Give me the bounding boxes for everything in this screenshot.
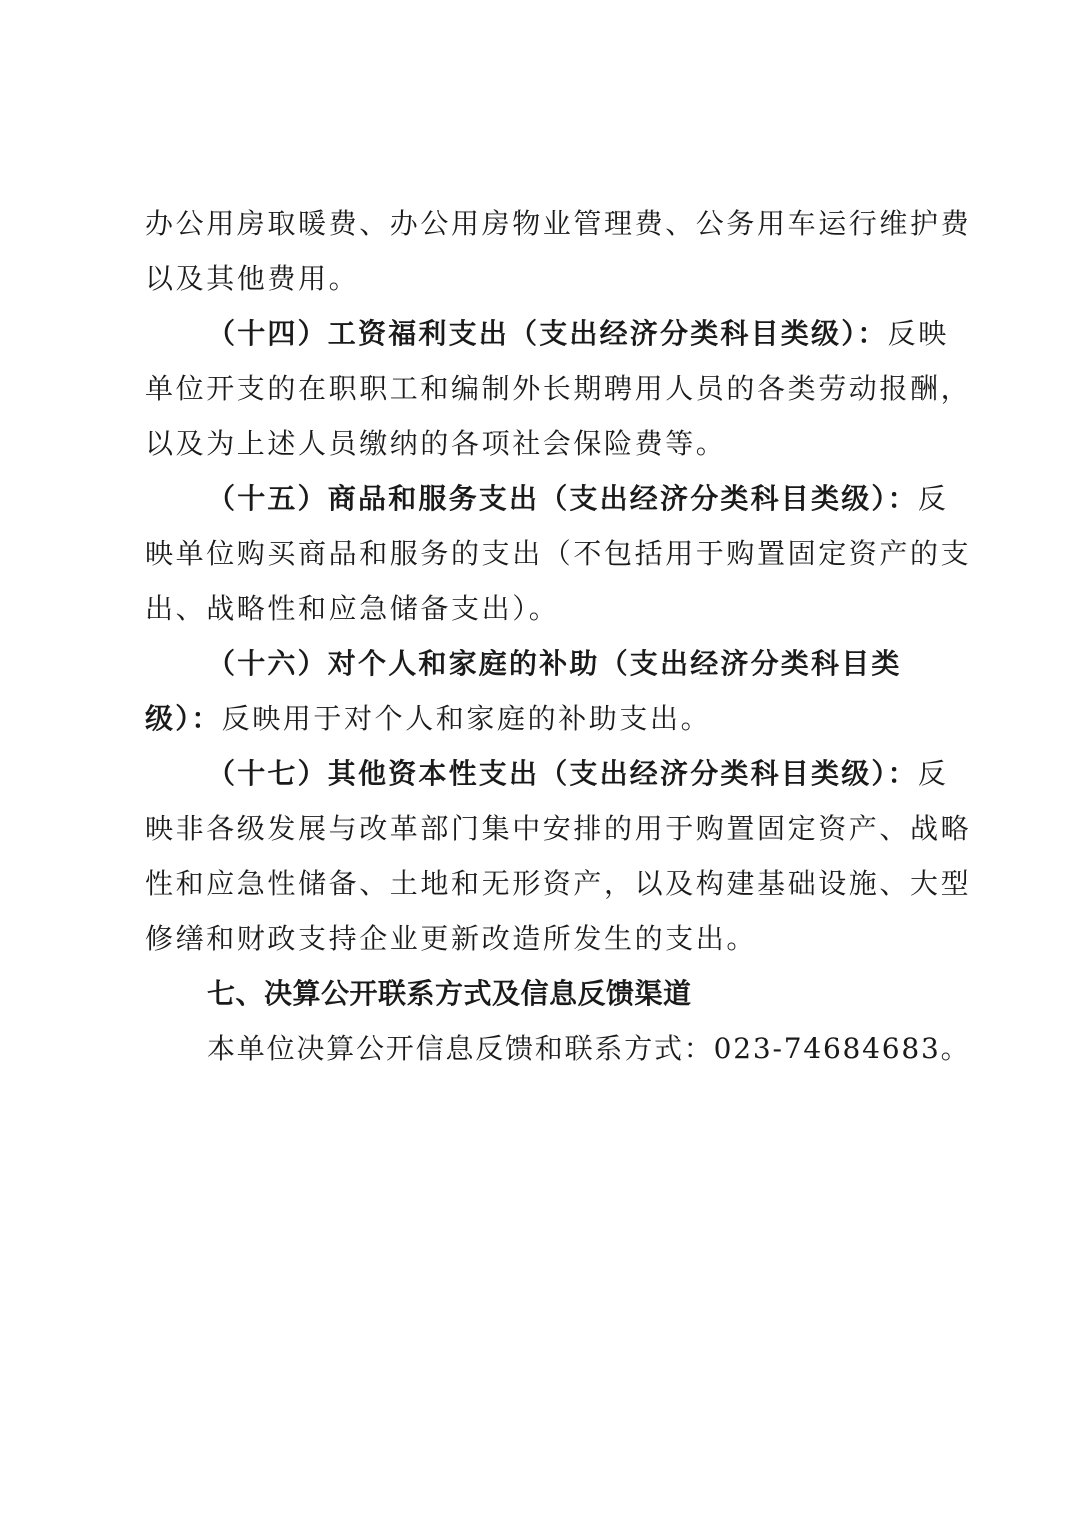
- paragraph-line: 以及为上述人员缴纳的各项社会保险费等。: [145, 427, 727, 460]
- section-heading: 七、决算公开联系方式及信息反馈渠道: [207, 977, 692, 1010]
- paragraph-line: 修缮和财政支持企业更新改造所发生的支出。: [145, 922, 758, 955]
- contact-label: 本单位决算公开信息反馈和联系方式：: [207, 1032, 714, 1065]
- contact-line: [145, 1021, 971, 1076]
- item-title-sixteen: （十六）对个人和家庭的补助（支出经济分类科目类: [207, 647, 902, 680]
- paragraph-line: 出、战略性和应急储备支出）。: [145, 592, 560, 625]
- paragraph-line: 以及其他费用。: [145, 262, 360, 295]
- paragraph-first-line: [145, 636, 925, 691]
- paragraph-text: 反: [917, 482, 949, 515]
- paragraph-line: 映非各级发展与改革部门集中安排的用于购置固定资产、战略: [145, 812, 972, 845]
- paragraph-first-line: [145, 471, 949, 526]
- paragraph-line: 办公用房取暖费、办公用房物业管理费、公务用车运行维护费: [145, 207, 972, 240]
- paragraph-line: 性和应急性储备、土地和无形资产，以及构建基础设施、大型: [145, 867, 972, 900]
- paragraph-line: 映单位购买商品和服务的支出（不包括用于购置固定资产的支: [145, 537, 972, 570]
- paragraph-text: 反: [917, 757, 949, 790]
- contact-phone: 023-74684683: [713, 1032, 941, 1065]
- paragraph-text: 反映: [887, 317, 949, 350]
- item-title-fifteen: （十五）商品和服务支出（支出经济分类科目类级）：: [207, 482, 918, 515]
- paragraph-first-line: [145, 746, 949, 801]
- contact-end: 。: [940, 1032, 971, 1065]
- paragraph-line: [145, 691, 925, 746]
- item-title-fourteen: （十四）工资福利支出（支出经济分类科目类级）：: [207, 317, 888, 350]
- item-title-sixteen-cont: 级）：: [145, 702, 222, 735]
- page-content: [145, 196, 972, 1076]
- paragraph-first-line: [145, 306, 949, 361]
- paragraph-line: 单位开支的在职职工和编制外长期聘用人员的各类劳动报酬，: [145, 372, 972, 405]
- paragraph-text: 反映用于对个人和家庭的补助支出。: [221, 702, 712, 735]
- item-title-seventeen: （十七）其他资本性支出（支出经济分类科目类级）：: [207, 757, 918, 790]
